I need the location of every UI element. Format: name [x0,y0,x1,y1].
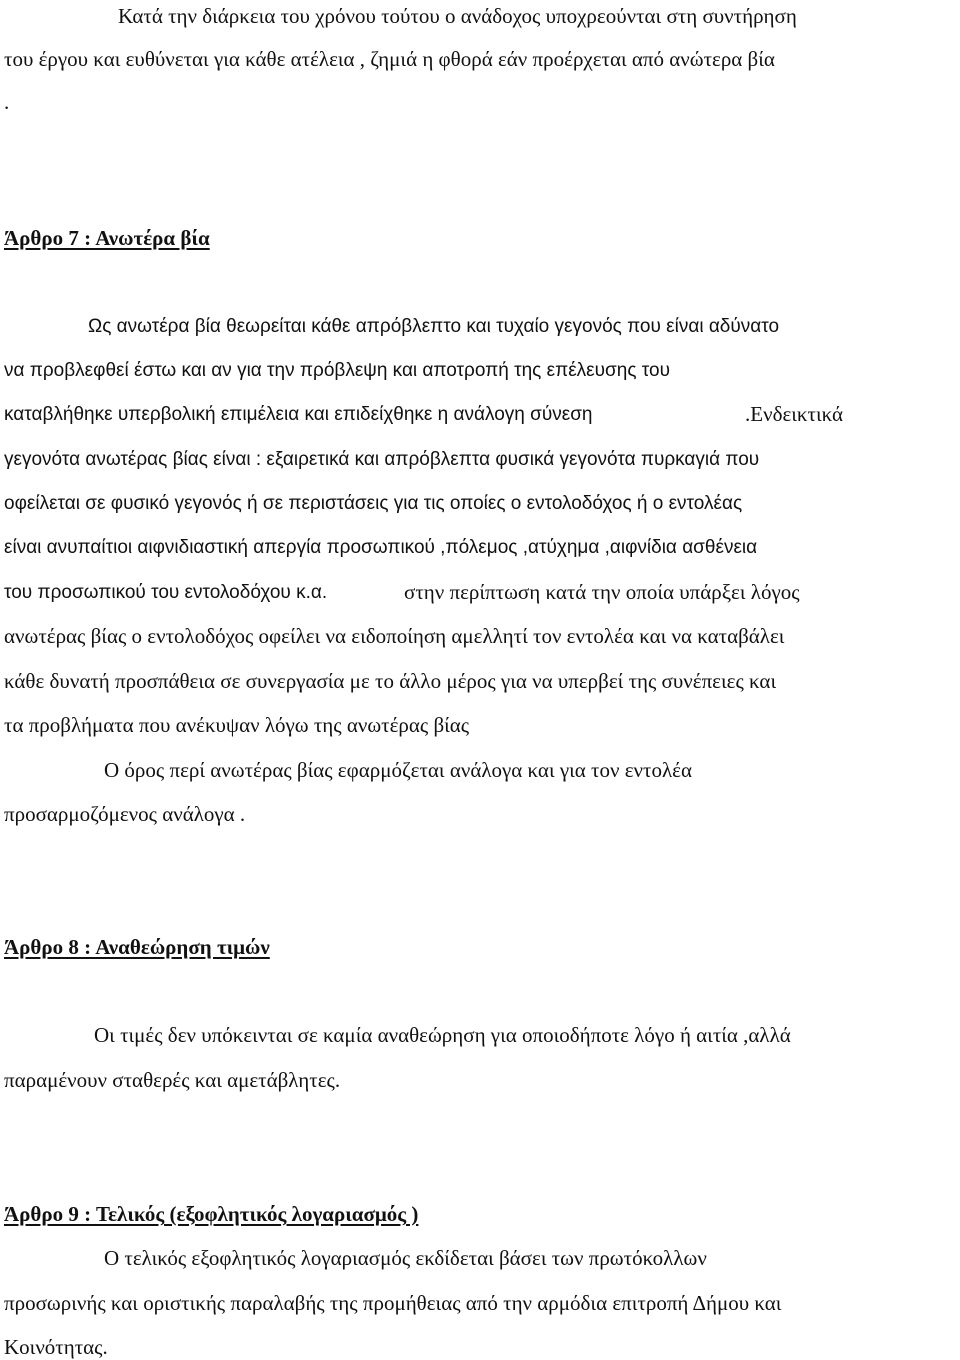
article-7-line-10: τα προβλήματα που ανέκυψαν λόγω της ανωτέρας βίας [4,713,470,737]
article-7-line-9: κάθε δυνατή προσπάθεια σε συνεργασία με το άλλο μέρος για να υπερβεί της συνέπειες και [4,669,777,693]
article-8-line-2: παραμένουν σταθερές και αμετάβλητες. [4,1068,341,1092]
article-9-heading: Άρθρο 9 : Τελικός (εξοφλητικός λογαριασμός ) [4,1202,419,1226]
article-7-line-3: καταβλήθηκε υπερβολική επιμέλεια και επιδείχθηκε η ανάλογη σύνεση [4,404,593,425]
article-7-line-2: να προβλεφθεί έστω και αν για την πρόβλεψη και αποτροπή της επέλευσης του [4,360,670,381]
intro-line-3: . [4,90,10,114]
article-7-line-3b: .Ενδεικτικά [745,402,844,426]
intro-line-1: Κατά την διάρκεια του χρόνου τούτου ο ανάδοχος υποχρεούνται στη συντήρηση [118,4,797,28]
article-7-line-5: οφείλεται σε φυσικό γεγονός ή σε περιστάσεις για τις οποίες ο εντολοδόχος ή ο εντολέας [4,493,743,514]
intro-line-2: του έργου και ευθύνεται για κάθε ατέλεια , ζημιά η φθορά εάν προέρχεται από ανώτερα βία [4,47,775,71]
article-9-line-3: Κοινότητας. [4,1335,108,1359]
article-7-line-7b: στην περίπτωση κατά την οποία υπάρξει λόγος [404,580,800,604]
article-7-line-1: Ως ανωτέρα βία θεωρείται κάθε απρόβλεπτο και τυχαίο γεγονός που είναι αδύνατο [88,316,780,337]
article-7-line-6: είναι ανυπαίτιοι αιφνιδιαστική απεργία προσωπικού ,πόλεμος ,ατύχημα ,αιφνίδια ασθένεια [4,537,758,558]
article-9-line-2: προσωρινής και οριστικής παραλαβής της προμήθειας από την αρμόδια επιτροπή Δήμου και [4,1291,782,1315]
article-7-line-12: προσαρμοζόμενος ανάλογα . [4,802,246,826]
article-8-line-1: Οι τιμές δεν υπόκεινται σε καμία αναθεώρηση για οποιοδήποτε λόγο ή αιτία ,αλλά [94,1023,791,1047]
article-7-heading: Άρθρο 7 : Ανωτέρα βία [4,226,210,250]
article-9-line-1: Ο τελικός εξοφλητικός λογαριασμός εκδίδεται βάσει των πρωτόκολλων [104,1246,707,1270]
article-7-line-11: Ο όρος περί ανωτέρας βίας εφαρμόζεται ανάλογα και για τον εντολέα [104,758,692,782]
article-7-line-8: ανωτέρας βίας ο εντολοδόχος οφείλει να ειδοποίηση αμελλητί τον εντολέα και να καταβάλει [4,624,785,648]
article-7-line-7: του προσωπικού του εντολοδόχου κ.α. [4,582,328,603]
article-8-heading: Άρθρο 8 : Αναθεώρηση τιμών [4,935,270,959]
article-7-line-4: γεγονότα ανωτέρας βίας είναι : εξαιρετικά και απρόβλεπτα φυσικά γεγονότα πυρκαγιά που [4,449,760,470]
